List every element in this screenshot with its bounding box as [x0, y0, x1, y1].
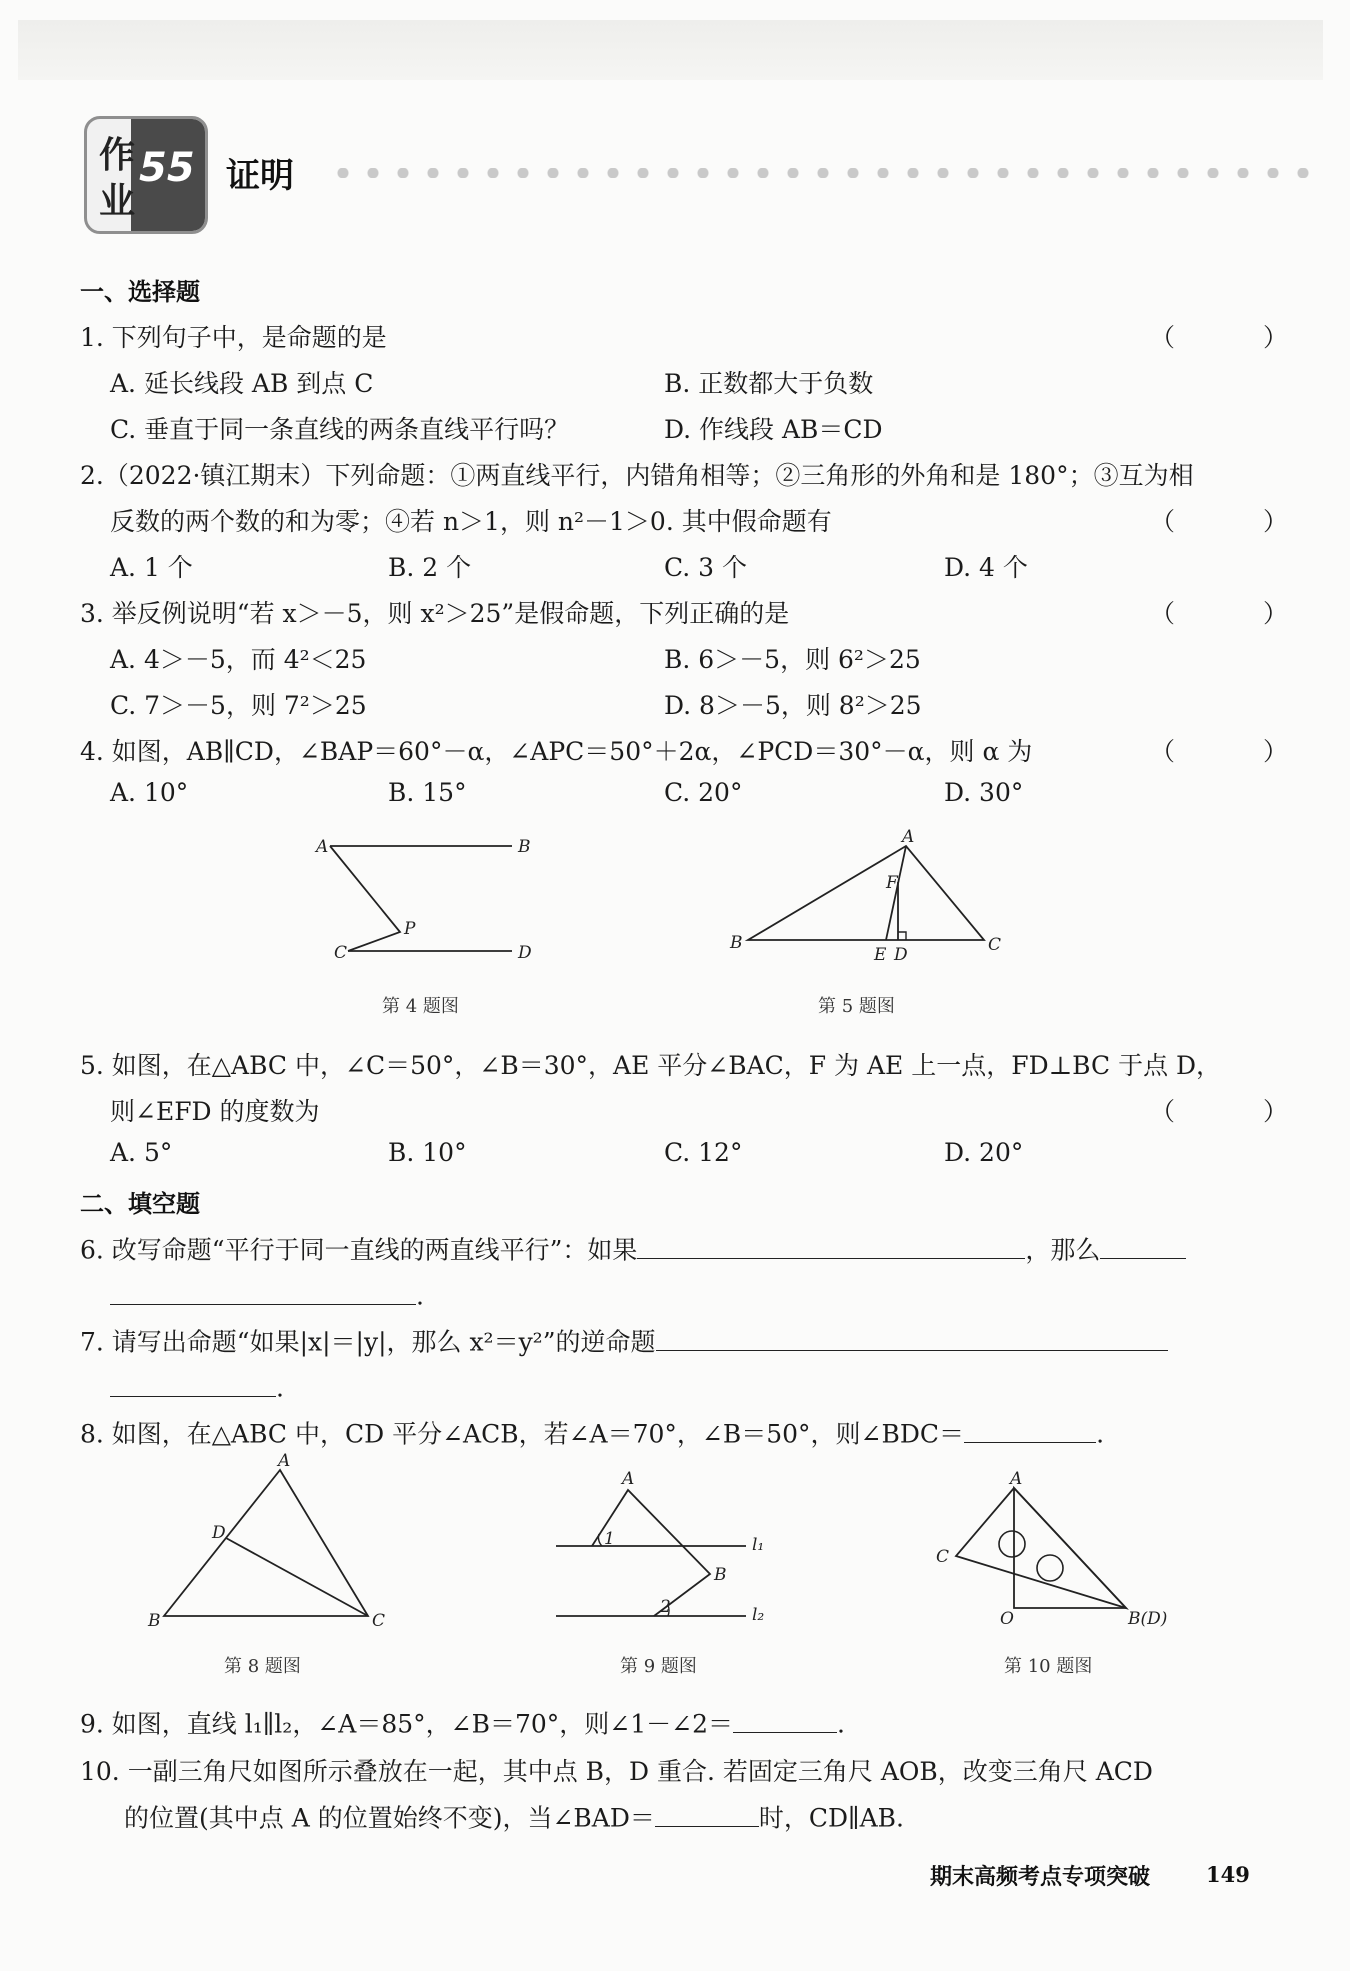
q1-option-a: A. 延长线段 AB 到点 C: [110, 369, 374, 398]
q7-line1: [80, 1322, 1168, 1359]
q5-answer-paren: （ ）: [1150, 1097, 1328, 1126]
fig10-caption: 第 10 题图: [1004, 1656, 1093, 1677]
badge-number: 55: [139, 145, 195, 191]
fig4-label-d: D: [518, 943, 532, 963]
fig9-label-l2: l₂: [752, 1605, 765, 1625]
q6-end: .: [416, 1281, 424, 1311]
decorative-dots: [328, 168, 1318, 178]
fig5-line-ae: [886, 846, 906, 940]
page-title: 证明: [226, 156, 294, 196]
fig9-label-a: A: [622, 1469, 635, 1489]
q6-line1: [80, 1230, 1186, 1267]
fig10-hole-circle-2: [1037, 1555, 1063, 1581]
fig5-right-angle-mark: [898, 932, 906, 940]
fig10-hole-circle-1: [999, 1531, 1025, 1557]
q7-text: 7. 请写出命题“如果|x|＝|y|，那么 x²＝y²”的逆命题: [80, 1327, 656, 1357]
figure-4: [300, 828, 560, 968]
q6-text1: 6. 改写命题“平行于同一直线的两直线平行”：如果: [80, 1235, 638, 1265]
fig10-label-bd: B(D): [1128, 1609, 1168, 1629]
q9-end: .: [836, 1709, 845, 1739]
fig5-label-b: B: [730, 933, 743, 953]
q10-text-b: 时，CD∥AB.: [758, 1803, 904, 1833]
fig4-label-b: B: [518, 837, 531, 857]
q4-stem: 4. 如图，AB∥CD，∠BAP＝60°－α，∠APC＝50°＋2α，∠PCD＝30°－α，则 α 为: [80, 737, 1033, 766]
q7-end: .: [276, 1373, 284, 1403]
q6-blank-if[interactable]: [637, 1230, 1025, 1259]
q9-line: [80, 1704, 845, 1741]
q6-blank-then[interactable]: [110, 1276, 416, 1305]
q6-text2: ，那么: [1025, 1235, 1101, 1265]
q8-end: .: [1096, 1419, 1105, 1449]
fig4-line-apc: [330, 846, 400, 951]
fig8-bisector-cd: [226, 1538, 368, 1616]
q8-text: 8. 如图，在△ABC 中，CD 平分∠ACB，若∠A＝70°，∠B＝50°，则∠BDC＝: [80, 1419, 965, 1449]
fig8-triangle-abc: [164, 1470, 368, 1616]
q4-answer-paren: （ ）: [1150, 737, 1328, 766]
q6-blank-then-start[interactable]: [1100, 1230, 1186, 1259]
figure-8: [148, 1451, 398, 1631]
q4-option-c: C. 20°: [664, 778, 743, 807]
q5-line2: 则∠EFD 的度数为: [110, 1097, 320, 1126]
q2-line2: 反数的两个数的和为零；④若 n＞1，则 n²－1＞0. 其中假命题有: [110, 507, 832, 536]
fig5-label-f: F: [886, 873, 898, 893]
fig9-label-b: B: [714, 1565, 727, 1585]
fig4-caption: 第 4 题图: [382, 996, 459, 1017]
q9-text: 9. 如图，直线 l₁∥l₂，∠A＝85°，∠B＝70°，则∠1－∠2＝: [80, 1709, 733, 1739]
page-number: 149: [1206, 1862, 1250, 1887]
fig5-label-c: C: [988, 935, 1002, 955]
q1-option-c: C. 垂直于同一条直线的两条直线平行吗？: [110, 415, 570, 444]
fig9-caption: 第 9 题图: [620, 1656, 697, 1677]
section-choice-heading: 一、选择题: [80, 278, 200, 306]
q3-option-a: A. 4＞－5，而 4²＜25: [110, 645, 367, 674]
q5-option-a: A. 5°: [110, 1138, 173, 1167]
q2-answer-paren: （ ）: [1150, 507, 1328, 536]
q2-option-b: B. 2 个: [388, 553, 472, 582]
q3-stem: 3. 举反例说明“若 x＞－5，则 x²＞25”是假命题，下列正确的是: [80, 599, 790, 628]
q1-option-d: D. 作线段 AB＝CD: [664, 415, 883, 444]
fig4-label-a: A: [316, 837, 329, 857]
fig9-label-l1: l₁: [752, 1535, 765, 1555]
badge-char-top: 作: [99, 135, 136, 176]
q2-option-c: C. 3 个: [664, 553, 747, 582]
fig5-label-a: A: [902, 827, 915, 847]
fig4-label-p: P: [404, 919, 416, 939]
q3-option-b: B. 6＞－5，则 6²＞25: [664, 645, 921, 674]
fig8-caption: 第 8 题图: [224, 1656, 301, 1677]
fig9-polyline-a-b: [592, 1490, 710, 1616]
homework-badge: [84, 116, 208, 234]
figure-5: [726, 826, 1016, 976]
footer-series-title: 期末高频考点专项突破: [930, 1865, 1151, 1890]
q8-blank[interactable]: [964, 1414, 1096, 1443]
q5-option-c: C. 12°: [664, 1138, 743, 1167]
q3-option-d: D. 8＞－5，则 8²＞25: [664, 691, 922, 720]
q1-option-b: B. 正数都大于负数: [664, 369, 874, 398]
fig8-label-a: A: [278, 1451, 291, 1471]
q1-stem: 1. 下列句子中，是命题的是: [80, 323, 387, 352]
fig8-label-b: B: [148, 1611, 161, 1631]
fig5-triangle-abc: [748, 846, 984, 940]
badge-char-bottom: 业: [99, 181, 136, 222]
q5-line1: 5. 如图，在△ABC 中，∠C＝50°，∠B＝30°，AE 平分∠BAC，F 为 AE 上一点，FD⊥BC 于点 D，: [80, 1051, 1222, 1080]
q3-answer-paren: （ ）: [1150, 599, 1328, 628]
q8-line: [80, 1414, 1104, 1451]
section-fill-heading: 二、填空题: [80, 1190, 200, 1218]
fig9-angle1-arc: [598, 1534, 602, 1546]
q1-answer-paren: （ ）: [1150, 323, 1328, 352]
q10-line2: [124, 1798, 904, 1835]
q7-blank-start[interactable]: [656, 1322, 1168, 1351]
fig4-label-c: C: [334, 943, 348, 963]
fig9-label-1: 1: [604, 1529, 615, 1549]
fig10-triangle-acd: [956, 1488, 1126, 1608]
q4-option-b: B. 15°: [388, 778, 467, 807]
fig8-label-d: D: [212, 1523, 226, 1543]
q10-line1: 10. 一副三角尺如图所示叠放在一起，其中点 B，D 重合. 若固定三角尺 AOB，改变三角尺 ACD: [80, 1757, 1153, 1786]
fig10-label-a: A: [1010, 1469, 1023, 1489]
q10-text-a: 的位置(其中点 A 的位置始终不变)，当∠BAD＝: [124, 1803, 655, 1833]
q5-option-b: B. 10°: [388, 1138, 467, 1167]
q2-line1: 2.（2022·镇江期末）下列命题：①两直线平行，内错角相等；②三角形的外角和是 180°；③互为相: [80, 461, 1194, 490]
q2-option-a: A. 1 个: [110, 553, 193, 582]
figure-10: [930, 1470, 1180, 1630]
fig9-label-2: 2: [660, 1597, 671, 1617]
q5-option-d: D. 20°: [944, 1138, 1024, 1167]
q7-blank[interactable]: [110, 1368, 276, 1397]
q2-option-d: D. 4 个: [944, 553, 1028, 582]
fig10-label-o: O: [1000, 1609, 1014, 1629]
fig10-label-c: C: [936, 1547, 950, 1567]
q4-option-a: A. 10°: [110, 778, 189, 807]
figure-9: [548, 1470, 788, 1630]
q7-line2: [110, 1368, 284, 1403]
fig5-label-e: E: [874, 945, 887, 965]
scan-top-strip: [18, 20, 1323, 80]
q3-option-c: C. 7＞－5，则 7²＞25: [110, 691, 367, 720]
q9-blank[interactable]: [733, 1704, 837, 1733]
q6-line2: [110, 1276, 424, 1311]
q10-blank[interactable]: [655, 1798, 759, 1827]
q4-option-d: D. 30°: [944, 778, 1024, 807]
fig5-label-d: D: [894, 945, 908, 965]
fig8-label-c: C: [372, 1611, 386, 1631]
fig5-caption: 第 5 题图: [818, 996, 895, 1017]
